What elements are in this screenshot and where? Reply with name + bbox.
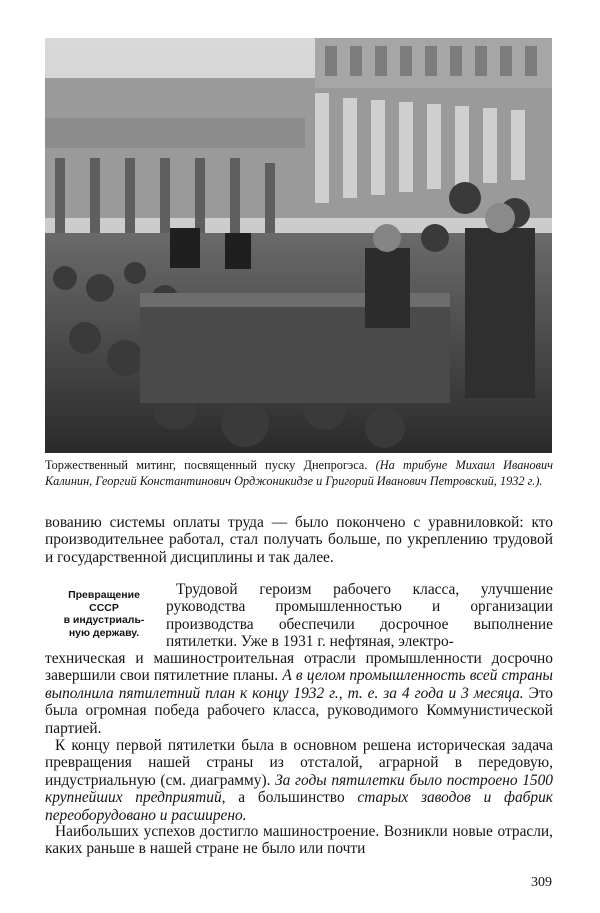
- photo-caption: [45, 457, 553, 489]
- margin-note: [45, 589, 163, 639]
- photo-illustration: [45, 38, 552, 453]
- paragraph-2-start: Трудовой героизм рабочего класса, улучшение руководства промышленностью и организации производства обеспечили досрочное выполнение пятилетки. Уже в 1931 г. нефтяная, электро-: [166, 581, 553, 651]
- paragraph-2-plain-2: Это была огромная победа рабочего класса, руководимого Коммунистической партией.: [45, 684, 553, 737]
- paragraph-4: Наибольших успехов достигло машиностроение. Возникли новые отрасли, каких раньше в нашей стране не было или почти: [45, 823, 553, 858]
- paragraph-1: вованию системы оплаты труда — было покончено с уравниловкой: кто производительнее работал, стал получать больше, по укреплению трудовой и государственной дисциплины и так далее.: [45, 514, 553, 566]
- photograph: [45, 38, 552, 453]
- paragraph-3-italic-2: старых заводов и фабрик переоборудовано и расширено.: [45, 789, 553, 824]
- caption-names: (На трибуне Михаил Иванович Калинин, Георгий Константинович Орджоникидзе и Григорий Иванович Петровский, 1932 г.).: [45, 458, 554, 488]
- paragraph-2-italic: А в целом промышленность всей страны выполнила пятилетний план к концу 1932 г., т. е. за 4 года и 3 месяца.: [45, 667, 553, 702]
- margin-note-line-1: Превращение: [68, 589, 140, 601]
- page-number: 309: [531, 875, 552, 890]
- paragraph-3-italic-1: За годы пятилетки было построено 1500 крупнейших предприятий,: [45, 771, 553, 807]
- margin-note-line-4: ную державу.: [68, 626, 140, 639]
- paragraph-3: [45, 737, 553, 824]
- paragraph-2-plain-1: техническая и машиностроительная отрасли промышленности досрочно завершили свои пятилетние планы.: [45, 650, 553, 685]
- paragraph-3-plain-1: К концу первой пятилетки была в основном решена историческая задача превращения нашей страны из отсталой, аграрной в передовую, индустриальную (см. диаграмму).: [45, 737, 553, 789]
- margin-note-line-3: в индустриаль-: [63, 614, 145, 626]
- margin-note-line-2: СССР: [89, 601, 119, 614]
- caption-main: Торжественный митинг, посвященный пуску Днепрогэса.: [45, 458, 368, 472]
- paragraph-2-continued: [45, 650, 553, 737]
- paragraph-3-plain-2: а большинство: [225, 789, 358, 807]
